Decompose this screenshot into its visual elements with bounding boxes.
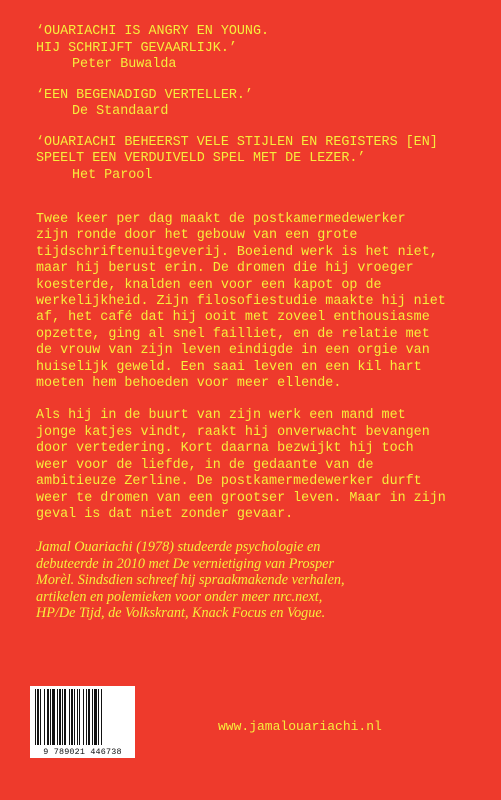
barcode-number: 9 789021 446738 (43, 747, 122, 757)
blurb (36, 212, 486, 637)
quote-3 (36, 135, 481, 185)
blurb-paragraph: Twee keer per dag maakt de postkamermedewerker zijn ronde door het gebouw van een grote tijdschriftenuitgeverij. Boeiend werk is het niet, maar hij berust erin. De dromen die hij vroeger koesterde, knalden een voor een kapot op de werkelijkheid. Zijn filosofiestudie maakte hij niet af, het café dat hij ooit met zoveel enthousiasme opzette, ging al snel failliet, en de relatie met de vrouw van zijn leven eindigde in een orgie van huiselijk geweld. Een saai leven en een kil hart moeten hem behoeden voor meer ellende. (36, 212, 446, 392)
author-bio: Jamal Ouariachi (1978) studeerde psychologie en debuteerde in 2010 met De vernietiging van Prosper Morèl. Sindsdien schreef hij spraakmakende verhalen, artikelen en polemieken voor onder meer nrc.next, HP/De Tijd, de Volkskrant, Knack Focus en Vogue. (36, 539, 345, 621)
quote-source: Het Parool (72, 167, 153, 183)
isbn-barcode (30, 686, 135, 758)
website-url: www.jamalouariachi.nl (218, 719, 382, 734)
blurb-paragraph: Als hij in de buurt van zijn werk een mand met jonge katjes vindt, raakt hij onverwacht bevangen door vertedering. Kort daarna bezwijkt hij toch weer voor de liefde, in de gedaante van de ambitieuze Zerline. De postkamermedewerker durft weer te dromen van een grootser leven. Maar in zijn geval is dat niet zonder gevaar. (36, 408, 446, 522)
quote-text: ‘EEN BEGENADIGD VERTELLER.’ (36, 87, 253, 103)
quote-source: De Standaard (72, 104, 169, 119)
quote-2 (36, 88, 481, 121)
quote-text: ‘OUARIACHI IS ANGRY EN YOUNG. HIJ SCHRIJFT GEVAARLIJK.’ (36, 24, 270, 56)
quote-1 (36, 24, 481, 74)
barcode-bars (33, 689, 132, 745)
quote-text: ‘OUARIACHI BEHEERST VELE STIJLEN EN REGISTERS [EN] SPEELT EEN VERDUIVELD SPEL MET DE LEZER.’ (36, 134, 438, 166)
quotes-section (36, 24, 481, 198)
quote-source: Peter Buwalda (72, 57, 177, 72)
